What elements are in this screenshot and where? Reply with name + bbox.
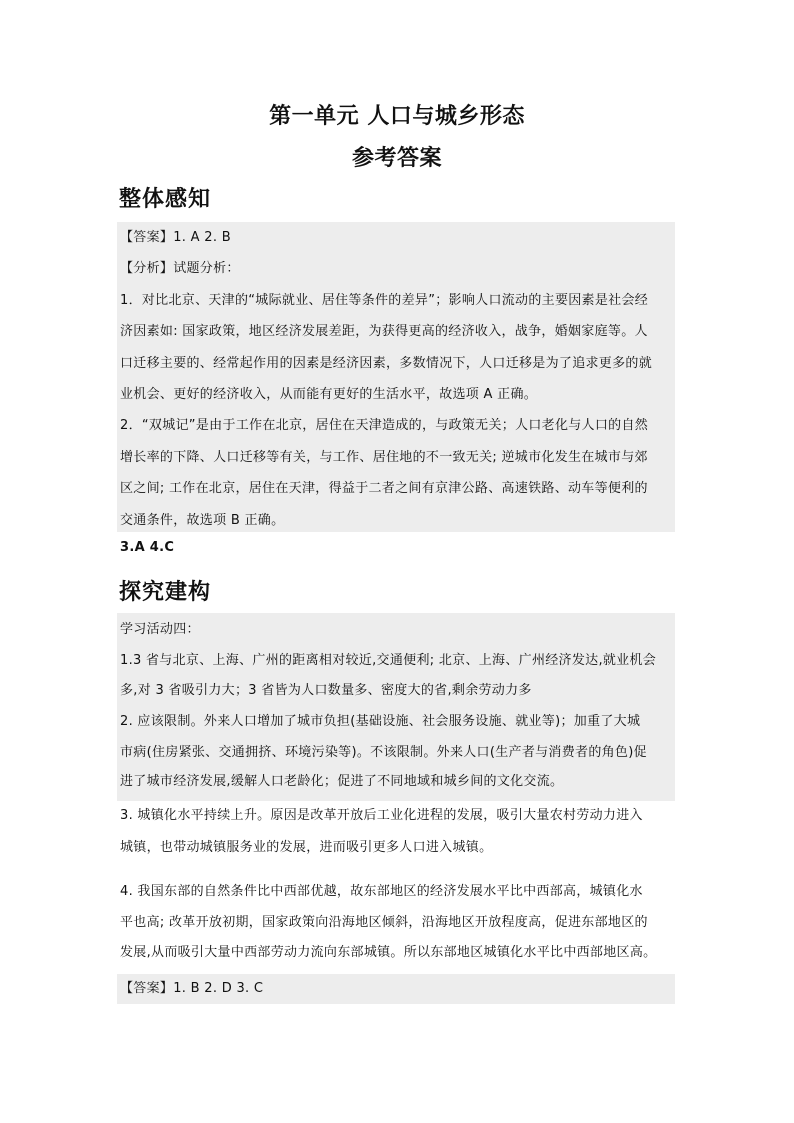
analysis-line: 济因素如: 国家政策，地区经济发展差距，为获得更高的经济收入，战争，婚姻家庭等。人 (120, 324, 648, 340)
analysis-line: 口迁移主要的、经常起作用的因素是经济因素，多数情况下，人口迁移是为了追求更多的就 (120, 355, 653, 371)
paragraph-4-line: 发展,从而吸引大量中西部劳动力流向东部城镇。所以东部地区城镇化水平比中西部地区高。 (120, 945, 657, 960)
activity-line: 2. 应该限制。外来人口增加了城市负担(基础设施、社会服务设施、就业等)；加重了大城 (120, 714, 641, 729)
activity-line: 进了城市经济发展,缓解人口老龄化；促进了不同地域和城乡间的文化交流。 (120, 774, 564, 789)
analysis-line: 2．“双城记”是由于工作在北京，居住在天津造成的，与政策无关；人口老化与人口的自然 (120, 418, 649, 434)
activity-line: 3. 城镇化水平持续上升。原因是改革开放后工业化进程的发展，吸引大量农村劳动力进入 (120, 808, 643, 823)
activity-line: 市病(住房紧张、交通拥挤、环境污染等)。不该限制。外来人口(生产者与消费者的角色)促 (120, 745, 647, 760)
document-subtitle: 参考答案 (351, 146, 442, 171)
analysis-line: 交通条件，故选项 B 正确。 (120, 512, 285, 528)
paragraph-4-line: 平也高; 改革开放初期，国家政策向沿海地区倾斜，沿海地区开放程度高，促进东部地区的 (120, 914, 648, 930)
analysis-block (117, 222, 675, 532)
analysis-line: 1．对比北京、天津的“城际就业、居住等条件的差异”；影响人口流动的主要因素是社会经 (120, 292, 649, 308)
paragraph-4 (120, 877, 656, 969)
document-title: 第一单元 人口与城乡形态 (269, 104, 525, 129)
answer-line: 【答案】1. A 2. B (120, 230, 231, 245)
extra-answer: 3.A 4.C (120, 540, 175, 555)
section-heading-overall: 整体感知 (119, 187, 212, 212)
activity-block (117, 613, 675, 801)
analysis-line: 区之间; 工作在北京，居住在天津，得益于二者之间有京津公路、高速铁路、动车等便利的 (120, 481, 648, 497)
activity-line: 1.3 省与北京、上海、广州的距离相对较近,交通便利; 北京、上海、广州经济发达,就业机会 (120, 653, 657, 668)
activity-label: 学习活动四： (120, 622, 200, 637)
activity-line: 多,对 3 省吸引力大；3 省皆为人口数量多、密度大的省,剩余劳动力多 (120, 683, 532, 698)
analysis-line: 增长率的下降、人口迁移等有关，与工作、居住地的不一致无关; 逆城市化发生在城市与郊 (120, 449, 648, 465)
final-answer: 【答案】1. B 2. D 3. C (120, 981, 264, 996)
activity-line: 城镇，也带动城镇服务业的发展，进而吸引更多人口进入城镇。 (120, 840, 493, 855)
section-heading-explore: 探究建构 (119, 580, 212, 605)
paragraph-4-line: 4. 我国东部的自然条件比中西部优越，故东部地区的经济发展水平比中西部高，城镇化水 (120, 884, 643, 899)
analysis-line: 业机会、更好的经济收入，从而能有更好的生活水平，故选项 A 正确。 (120, 387, 538, 403)
analysis-label: 【分析】试题分析： (120, 261, 240, 277)
final-answer-block (117, 974, 675, 1004)
